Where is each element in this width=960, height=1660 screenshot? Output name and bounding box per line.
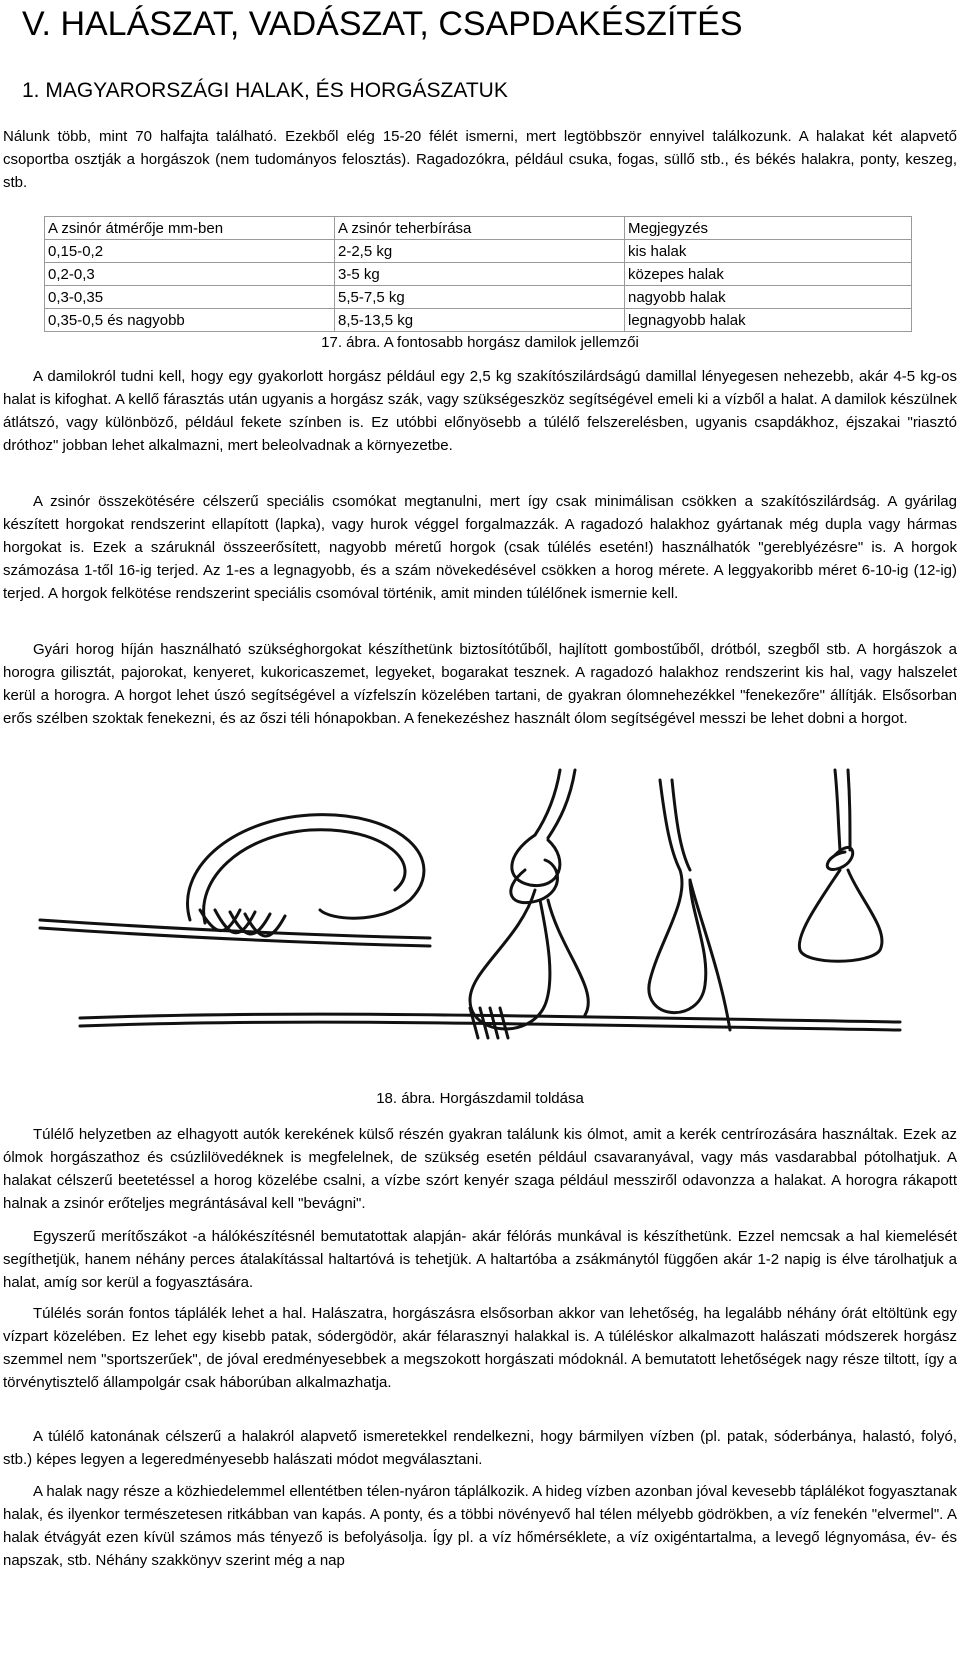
table-cell: 5,5-7,5 kg xyxy=(335,286,625,309)
paragraph-lines: A damilokról tudni kell, hogy egy gyakorlott horgász például egy 2,5 kg szakítószilárdságú damillal lényegesen nehezebb, akár 4-5 kg-os halat is kifoghat. A kellő fárasztás után ugyanis a horgász szák, vagy szükségeszköz segítségével emeli ki a vízből a halat. A damilok készülnek átlátszó, vagy különböző, például fekete színben is. Ez utóbbi előnyösebb a túlélő felszerelésben, ugyanis csapdákhoz, éjszakai "riasztó dróthoz" jobban lehet alkalmazni, mert beleolvadnak a környezetbe. xyxy=(3,368,957,454)
paragraph-hooks: Gyári horog híján használható szükséghorgokat készíthetünk biztosítótűből, hajlított gombostűből, drótból, szegből stb. A horgászok a horogra gilisztát, pajorokat, kenyeret, kukoricaszemet, legyeket, bogarakat tesznek. A ragadozó halakhoz rendszerint kis hal, vagy halszelet kerül a horogra. A horgot lehet úszó segítségével a vízfelszín közelében tartani, de gyakran ólomnehezékkel "fenekezőre" állítják. Elsősorban erős szélben szoktak fenekezni, és az őszi téli hónapokban. A fenekezéshez használt ólom segítségével messzi be lehet dobni a horgot. xyxy=(3,641,957,727)
figure-18-caption: 18. ábra. Horgászdamil toldása xyxy=(376,1090,584,1107)
table-header-cell: A zsinór átmérője mm-ben xyxy=(45,217,335,240)
table-header-cell: Megjegyzés xyxy=(625,217,912,240)
end-loop-drawing xyxy=(649,780,730,1030)
table-cell: 8,5-13,5 kg xyxy=(335,309,625,332)
table-header-row xyxy=(45,217,912,240)
paragraph-feeding: A halak nagy része a közhiedelemmel ellentétben télen-nyáron táplálkozik. A hideg vízben azonban jóval kevesebb táplálékot fogyasztanak halak, és ilyenkor természetesen ritkábban van kapás. A ponty, és a többi növényevő hal télen mélyebb gödrökben, a víz fenekén "elvermel". A halak étvágyát ezen kívül számos más tényező is befolyásolja. Így pl. a víz hőmérséklete, a víz oxigéntartalma, a levegő légnyomása, év- és napszak, stb. Néhány szakkönyv szerint még a nap xyxy=(3,1483,957,1569)
table-cell: 0,2-0,3 xyxy=(45,263,335,286)
fishing-line-table xyxy=(44,216,912,332)
chapter-title: V. HALÁSZAT, VADÁSZAT, CSAPDAKÉSZÍTÉS xyxy=(22,5,743,43)
dropper-loop-drawing xyxy=(799,770,882,961)
table-row xyxy=(45,263,912,286)
section-title: 1. MAGYARORSZÁGI HALAK, ÉS HORGÁSZATUK xyxy=(22,79,508,102)
paragraph-landing-net: Egyszerű merítőszákot -a hálókészítésnél bemutatottak alapján- akár félórás munkával is készíthetünk. Ezzel nemcsak a hal kiemelését segíthetjük, hanem néhány perces átalakítással haltartóvá is tehetjük. A haltartóba a zsákmánytól függően akár 1-2 napig is élve tárolhatjuk a halat, amíg sor kerül a fogyasztására. xyxy=(3,1228,957,1291)
table-cell: 0,3-0,35 xyxy=(45,286,335,309)
table-cell: 0,15-0,2 xyxy=(45,240,335,263)
table-row xyxy=(45,240,912,263)
table-row xyxy=(45,286,912,309)
loop-knot-drawing xyxy=(470,770,588,1029)
table-cell: kis halak xyxy=(625,240,912,263)
table-row xyxy=(45,309,912,332)
table-header-cell: A zsinór teherbírása xyxy=(335,217,625,240)
table-cell: 2-2,5 kg xyxy=(335,240,625,263)
paragraph-survival-fishing: Túlélés során fontos táplálék lehet a hal. Halászatra, horgászásra elsősorban akkor van lehetőség, ha legalább néhány órát eltöltünk egy vízpart közelében. Ez lehet egy kisebb patak, sódergödör, akár félarasznyi halakkal is. A túléléskor alkalmazott halászati módszerek horgász szemmel nem "sportszerűek", de jóval eredményesebbek a megszokott horgászati módoknál. A bemutatott lehetőségek nagy része tiltott, így a törvénytisztelő állampolgár csak háborúban alkalmazhatja. xyxy=(3,1305,957,1391)
line-joining-knot-drawing xyxy=(40,815,430,946)
table-cell: 3-5 kg xyxy=(335,263,625,286)
paragraph-knots: A zsinór összekötésére célszerű speciális csomókat megtanulni, mert így csak minimálisan csökken a szakítószilárdság. A gyárilag készített horgokat rendszerint ellapított (lapka), vagy hurok véggel forgalmazzák. A ragadozó halakhoz gyártanak még dupla vagy hármas horgokat is. Ezek a száruknál összeerősített, nagyobb méretű horgok (csak túlélés esetén!) használhatók "gereblyézésre" is. A horgok számozása 1-től 16-ig terjed. Az 1-es a legnagyobb, és a szám növekedésével csökken a horog mérete. A leggyakoribb méret 6-10-ig (12-ig) terjed. A horgok felkötése rendszerint speciális csomóval történik, amit minden túlélőnek ismernie kell. xyxy=(3,493,957,602)
table-cell: 0,35-0,5 és nagyobb xyxy=(45,309,335,332)
joined-line-drawing xyxy=(80,1008,900,1038)
table-cell: legnagyobb halak xyxy=(625,309,912,332)
table-cell: nagyobb halak xyxy=(625,286,912,309)
figure-17-caption: 17. ábra. A fontosabb horgász damilok jellemzői xyxy=(321,334,639,351)
paragraph-knowledge: A túlélő katonának célszerű a halakról alapvető ismeretekkel rendelkezni, hogy bármilyen vízben (pl. patak, sóderbánya, halastó, folyó, stb.) képes legyen a legeredményesebb halászati módot megválasztani. xyxy=(3,1428,957,1468)
paragraph-sinkers: Túlélő helyzetben az elhagyott autók kerekének külső részén gyakran találunk kis ólmot, amit a kerék centrírozására használtak. Ezek az ólmok horgászathoz és csúzlilövedéknek is megfelelnek, de szükség esetén például csavaranyával, vagy más vasdarabbal pótolhatjuk. A halakat célszerű beetetéssel a horog közelébe csalni, a vízbe szórt kenyér szaga például messziről odavonzza a halakat. A horogra rákapott halnak a zsinór erőteljes megrántásával kell "bevágni". xyxy=(3,1126,957,1212)
paragraph-intro: Nálunk több, mint 70 halfajta található. Ezekből elég 15-20 félét ismerni, mert legtöbbször ennyivel találkozunk. A halakat két alapvető csoportba osztják a horgászok (nem tudományos felosztás). Ragadozókra, például csuka, fogas, süllő stb., és békés halakra, ponty, keszeg, stb. xyxy=(3,128,957,191)
knot-illustration xyxy=(0,760,960,1050)
table-cell: közepes halak xyxy=(625,263,912,286)
